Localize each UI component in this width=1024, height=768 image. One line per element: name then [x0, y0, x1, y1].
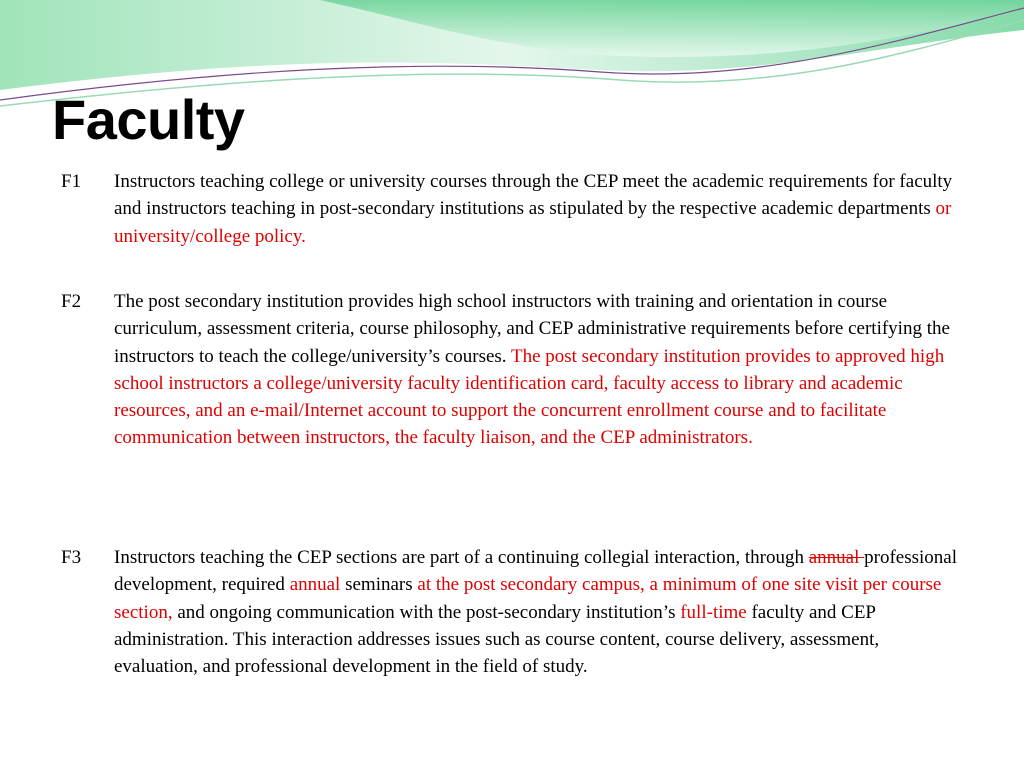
item-text-segment-highlight: The post secondary institution provides to approved high school instructors a college/university faculty identification card, faculty access to library and academic resources, and an e-mail/Internet account to support the concurrent enrollment course and to facilitate communication between instructors, the faculty liaison, and the CEP administrators. — [114, 345, 945, 449]
item-text — [114, 544, 964, 680]
item-number: F3 — [61, 547, 82, 568]
item-number: F2 — [61, 291, 82, 312]
item-text-segment: seminars — [340, 574, 418, 596]
item-text-segment-strikethrough: annual — [808, 547, 865, 568]
item-text-segment: and ongoing communication with the post-secondary institution’s — [172, 601, 681, 623]
item-text-segment-highlight: at the post secondary campus, a minimum of one site visit per course section, — [114, 574, 942, 623]
item-number: F1 — [61, 171, 82, 192]
item-text — [114, 288, 964, 452]
item-text-segment: The post secondary institution provides high school instructors with training and orientation in course curriculum, assessment criteria, course philosophy, and CEP administrative requirements before certifying the instructors to teach the college/university’s courses. — [114, 291, 950, 367]
slide-title: Faculty — [52, 88, 245, 151]
item-text — [114, 168, 964, 250]
item-text-segment: Instructors teaching the CEP sections are part of a continuing collegial interaction, through — [114, 547, 809, 568]
item-text-segment: faculty and CEP administration. This interaction addresses issues such as course content, course delivery, assessment, evaluation, and professional development in the field of study. — [114, 601, 880, 678]
item-text-segment-highlight: or university/college policy. — [114, 198, 952, 247]
item-text-segment: professional development, required — [114, 547, 957, 596]
item-text-segment-highlight: full-time — [680, 601, 747, 623]
item-text-segment: Instructors teaching college or university courses through the CEP meet the academic requirements for faculty and instructors teaching in post-secondary institutions as stipulated by the respective academic departments — [114, 171, 953, 220]
item-text-segment-highlight: annual — [289, 574, 341, 596]
